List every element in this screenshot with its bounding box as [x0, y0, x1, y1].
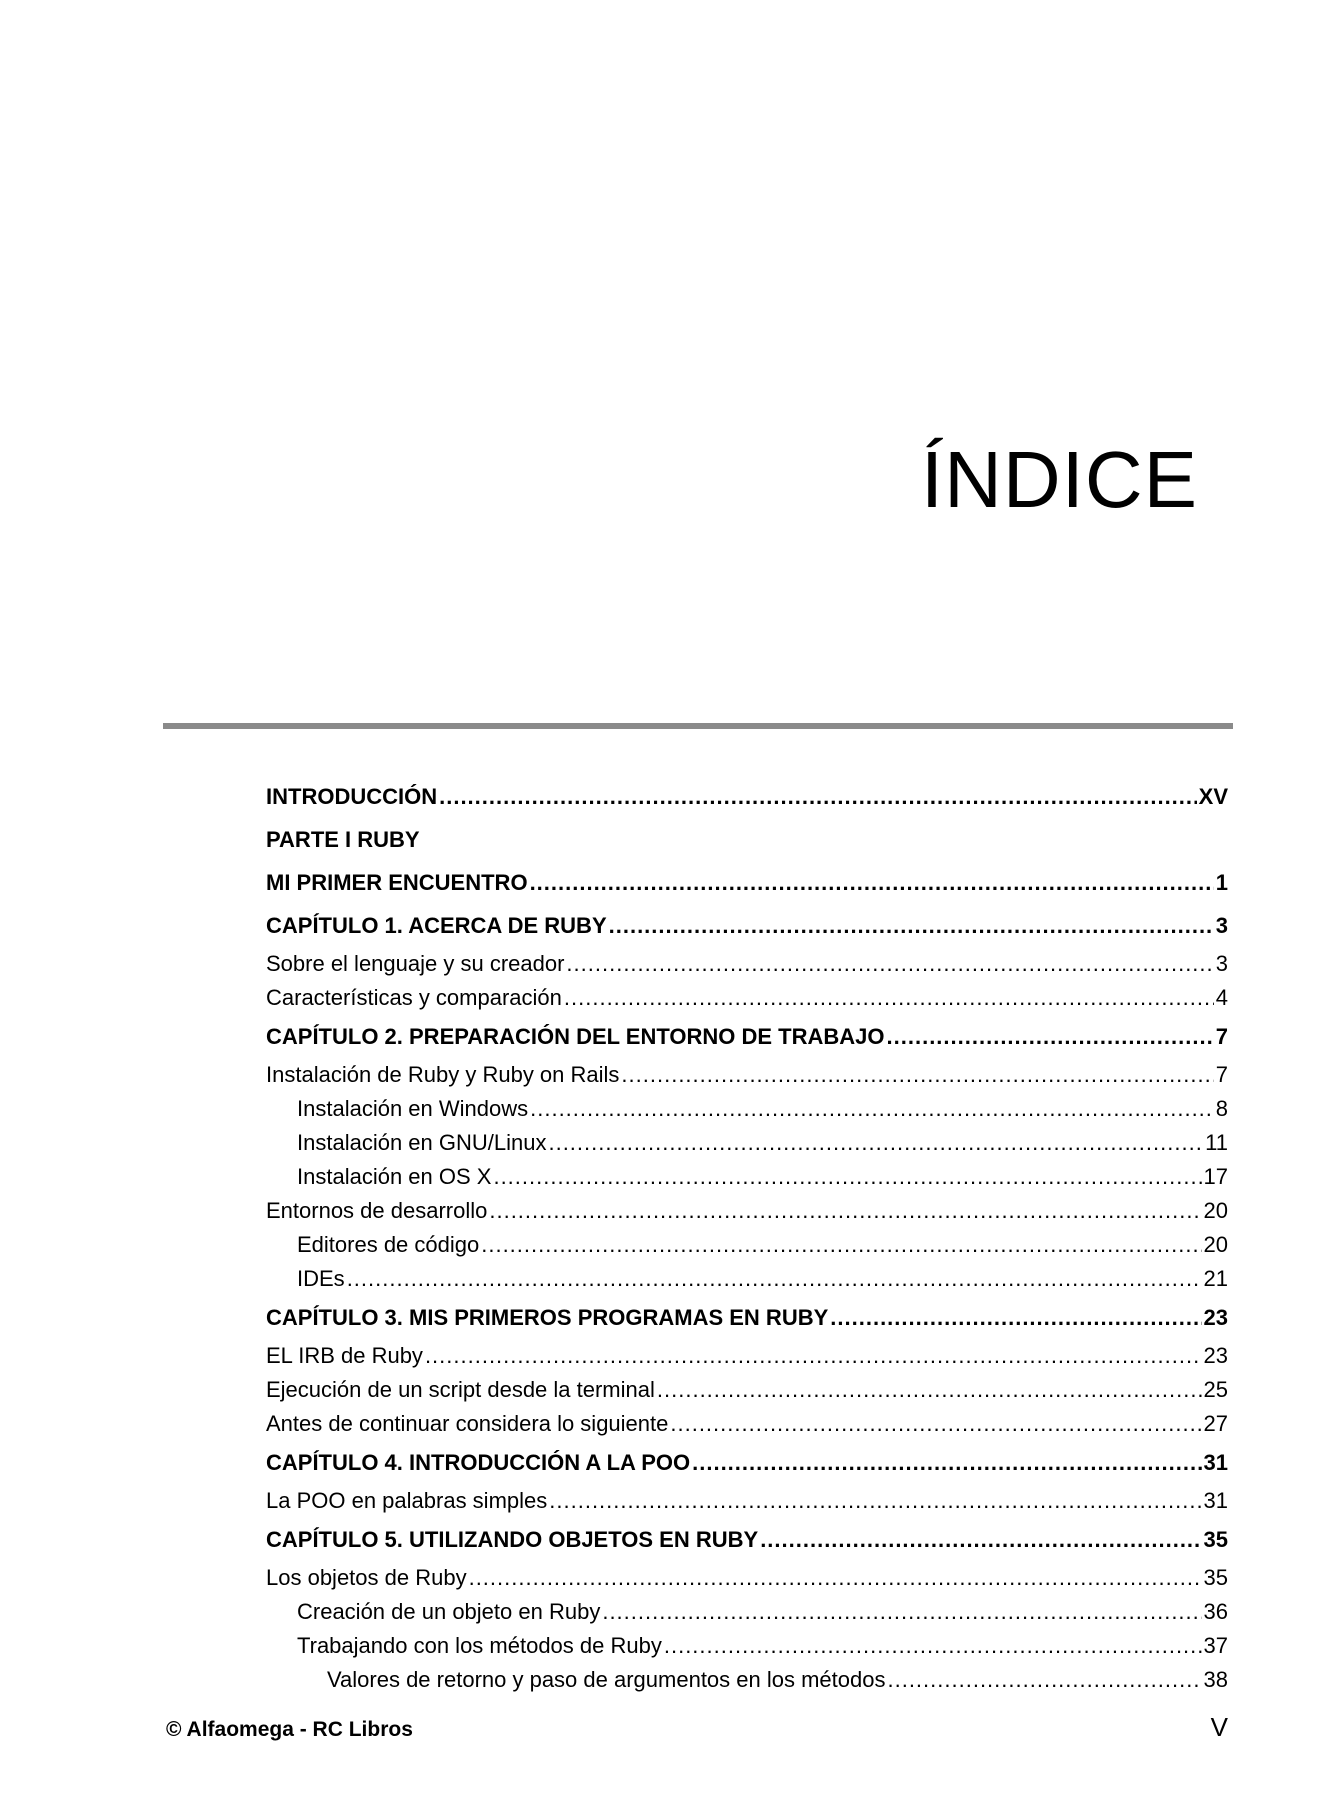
toc-entry-page: 21	[1203, 1266, 1228, 1291]
toc-dot-leader	[657, 1373, 1202, 1407]
toc-entry-title: Antes de continuar considera lo siguiente	[266, 1411, 669, 1436]
toc-entry-title: IDEs	[297, 1266, 345, 1291]
toc-entry	[266, 904, 1228, 947]
toc-entry-title: CAPÍTULO 1. ACERCA DE RUBY	[266, 913, 607, 938]
toc-entry	[266, 1663, 1228, 1697]
toc-entry	[266, 775, 1228, 818]
toc-entry-page: 31	[1203, 1488, 1228, 1513]
toc-entry	[266, 861, 1228, 904]
footer-page-number: V	[1210, 1712, 1228, 1742]
toc-dot-leader	[566, 947, 1213, 981]
toc-entry-title: CAPÍTULO 3. MIS PRIMEROS PROGRAMAS EN RUBY	[266, 1305, 829, 1330]
toc-entry-page: 35	[1203, 1565, 1228, 1590]
toc-entry-title: CAPÍTULO 4. INTRODUCCIÓN A LA POO	[266, 1450, 691, 1475]
toc-entry-page: 25	[1203, 1377, 1228, 1402]
toc-dot-leader	[664, 1629, 1202, 1663]
toc-dot-leader	[347, 1262, 1202, 1296]
toc-entry-page: 23	[1203, 1305, 1228, 1330]
toc-dot-leader	[887, 1016, 1214, 1058]
toc-dot-leader	[530, 862, 1214, 904]
toc-entry-title: CAPÍTULO 5. UTILIZANDO OBJETOS EN RUBY	[266, 1527, 759, 1552]
toc-entry-page: 20	[1203, 1232, 1228, 1257]
toc-dot-leader	[439, 776, 1197, 818]
toc-dot-leader	[609, 905, 1214, 947]
toc-entry-page: 4	[1215, 985, 1228, 1010]
toc-entry-page: 31	[1203, 1450, 1228, 1475]
toc-entry-page: 38	[1203, 1667, 1228, 1692]
toc-entry-title: EL IRB de Ruby	[266, 1343, 423, 1368]
toc-dot-leader	[481, 1228, 1201, 1262]
toc-entry-title: PARTE I RUBY	[266, 827, 420, 852]
toc-dot-leader	[621, 1058, 1213, 1092]
toc-entry-title: INTRODUCCIÓN	[266, 784, 438, 809]
toc-entry-page: 37	[1203, 1633, 1228, 1658]
toc-dot-leader	[548, 1126, 1203, 1160]
toc-entry-title: Instalación de Ruby y Ruby on Rails	[266, 1062, 620, 1087]
toc-entry-page: 17	[1203, 1164, 1228, 1189]
toc-entry-page: 7	[1215, 1062, 1228, 1087]
toc-entry	[266, 1262, 1228, 1296]
toc-entry	[266, 1194, 1228, 1228]
toc-dot-leader	[469, 1561, 1202, 1595]
toc-entry	[266, 1373, 1228, 1407]
toc-entry	[266, 1629, 1228, 1663]
toc-entry	[266, 1518, 1228, 1561]
toc-dot-leader	[670, 1407, 1201, 1441]
toc-entry-page: 27	[1203, 1411, 1228, 1436]
toc-entry	[266, 1015, 1228, 1058]
toc-entry-page: XV	[1198, 784, 1228, 809]
table-of-contents	[266, 775, 1228, 1697]
toc-entry	[266, 1561, 1228, 1595]
toc-dot-leader	[887, 1663, 1201, 1697]
toc-entry	[266, 1058, 1228, 1092]
toc-dot-leader	[830, 1297, 1201, 1339]
toc-dot-leader	[602, 1595, 1201, 1629]
toc-entry	[266, 1228, 1228, 1262]
toc-entry	[266, 1296, 1228, 1339]
toc-entry	[266, 1407, 1228, 1441]
toc-entry-title: Creación de un objeto en Ruby	[297, 1599, 601, 1624]
toc-entry	[266, 1339, 1228, 1373]
title-divider	[163, 723, 1233, 729]
toc-entry	[266, 947, 1228, 981]
toc-entry	[266, 1441, 1228, 1484]
toc-entry-title: Los objetos de Ruby	[266, 1565, 467, 1590]
toc-entry-page: 11	[1205, 1130, 1228, 1155]
toc-entry-title: MI PRIMER ENCUENTRO	[266, 870, 528, 895]
toc-entry-title: Trabajando con los métodos de Ruby	[297, 1633, 662, 1658]
toc-entry	[266, 1595, 1228, 1629]
toc-entry	[266, 981, 1228, 1015]
footer-publisher: © Alfaomega - RC Libros	[166, 1718, 413, 1741]
toc-entry-title: La POO en palabras simples	[266, 1488, 548, 1513]
toc-entry-title: Ejecución de un script desde la terminal	[266, 1377, 655, 1402]
toc-dot-leader	[493, 1160, 1201, 1194]
toc-dot-leader	[760, 1519, 1201, 1561]
toc-dot-leader	[549, 1484, 1201, 1518]
toc-entry-page: 7	[1215, 1024, 1228, 1049]
toc-dot-leader	[692, 1442, 1201, 1484]
toc-dot-leader	[489, 1194, 1201, 1228]
toc-entry-title: CAPÍTULO 2. PREPARACIÓN DEL ENTORNO DE TRABAJO	[266, 1024, 885, 1049]
toc-entry-title: Editores de código	[297, 1232, 480, 1257]
toc-entry-page: 35	[1203, 1527, 1228, 1552]
toc-entry	[266, 1126, 1228, 1160]
toc-entry-title: Entornos de desarrollo	[266, 1198, 488, 1223]
toc-entry-title: Valores de retorno y paso de argumentos en los métodos	[327, 1667, 886, 1692]
toc-entry	[266, 1484, 1228, 1518]
toc-entry	[266, 1092, 1228, 1126]
page-title: ÍNDICE	[920, 435, 1198, 524]
toc-entry-page: 1	[1215, 870, 1228, 895]
toc-entry-title: Instalación en Windows	[297, 1096, 529, 1121]
toc-entry	[266, 1160, 1228, 1194]
toc-entry-page: 3	[1215, 951, 1228, 976]
toc-entry-title: Sobre el lenguaje y su creador	[266, 951, 565, 976]
toc-dot-leader	[530, 1092, 1214, 1126]
toc-dot-leader	[564, 981, 1214, 1015]
toc-entry-page: 20	[1203, 1198, 1228, 1223]
toc-dot-leader	[425, 1339, 1202, 1373]
toc-entry-title: Características y comparación	[266, 985, 562, 1010]
toc-entry	[266, 818, 1228, 861]
toc-entry-page: 3	[1215, 913, 1228, 938]
toc-entry-page: 23	[1203, 1343, 1228, 1368]
toc-entry-page: 8	[1215, 1096, 1228, 1121]
toc-entry-title: Instalación en GNU/Linux	[297, 1130, 547, 1155]
toc-entry-title: Instalación en OS X	[297, 1164, 492, 1189]
toc-entry-page: 36	[1203, 1599, 1228, 1624]
